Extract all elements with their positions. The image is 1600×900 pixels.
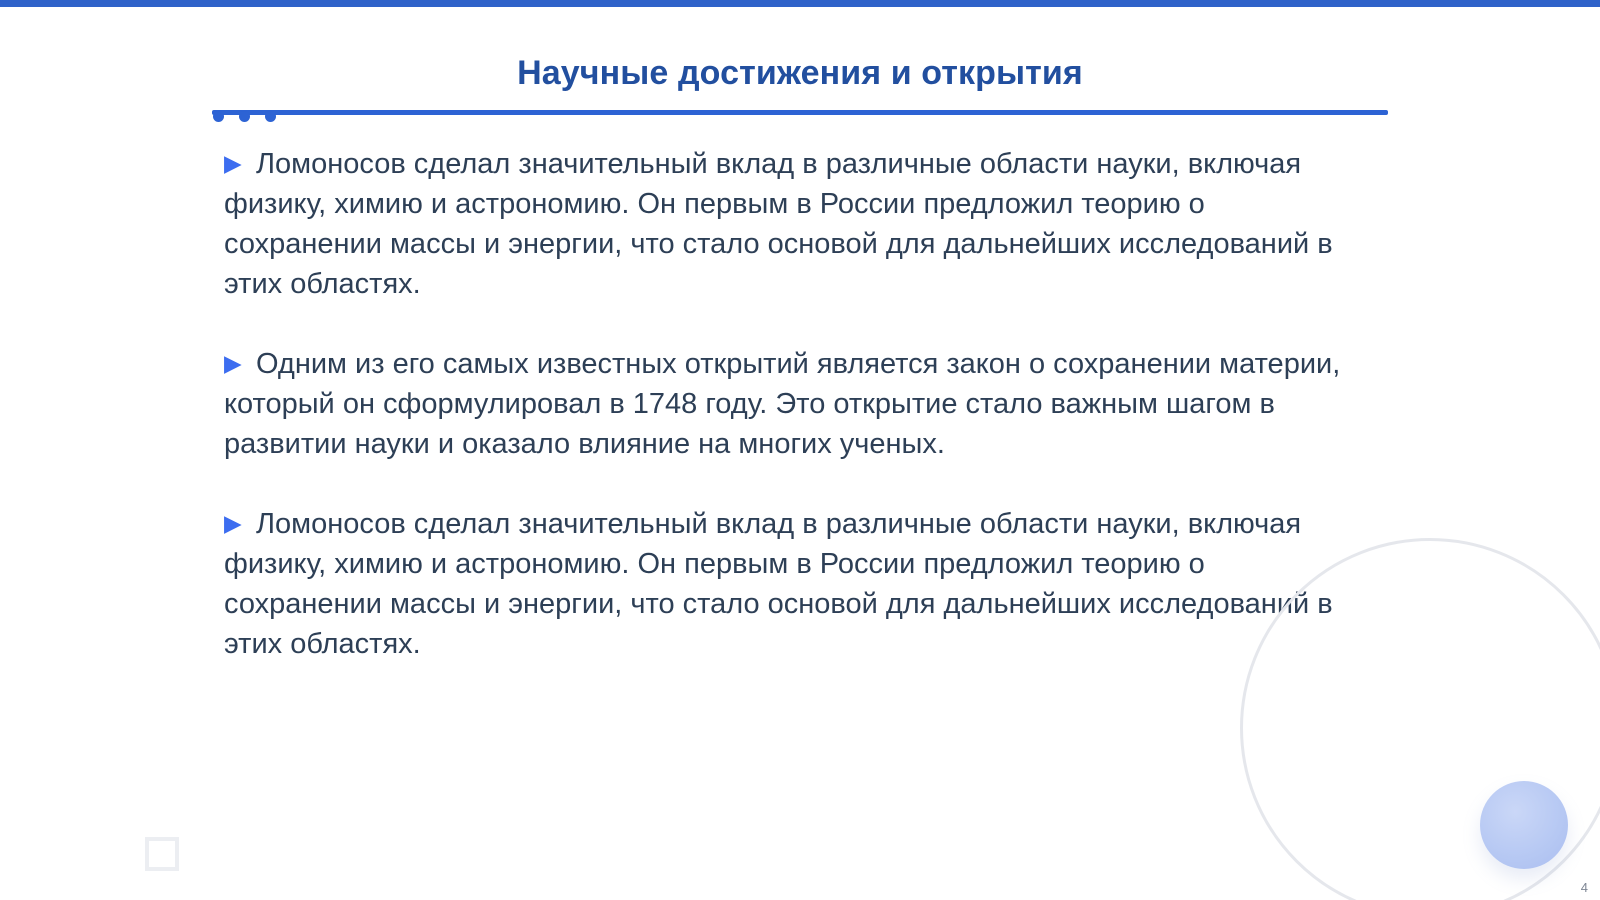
slide-title: Научные достижения и открытия — [517, 54, 1083, 92]
bullet-list — [224, 144, 1364, 704]
bullet-text: Одним из его самых известных открытий является закон о сохранении материи, который он сформулировал в 1748 году. Это открытие стало важным шагом в развитии науки и оказало влияние на многих ученых. — [224, 348, 1341, 460]
bullet-item — [224, 144, 1364, 304]
bullet-item — [224, 344, 1364, 464]
page-number: 4 — [1580, 880, 1588, 895]
decorative-square — [145, 837, 179, 871]
triangle-right-icon: ▶ — [224, 510, 242, 536]
bullet-item — [224, 504, 1364, 664]
triangle-right-icon: ▶ — [224, 350, 242, 376]
underline-dot — [239, 111, 250, 122]
triangle-right-icon: ▶ — [224, 150, 242, 176]
underline-dot — [213, 111, 224, 122]
bullet-text: Ломоносов сделал значительный вклад в различные области науки, включая физику, химию и астрономию. Он первым в России предложил теорию о сохранении массы и энергии, что стало основой для дальнейших исследований в этих областях. — [224, 508, 1333, 660]
decorative-circle-fill — [1480, 781, 1568, 869]
bullet-text: Ломоносов сделал значительный вклад в различные области науки, включая физику, химию и астрономию. Он первым в России предложил теорию о сохранении массы и энергии, что стало основой для дальнейших исследований в этих областях. — [224, 148, 1333, 300]
underline-dot — [265, 111, 276, 122]
title-underline — [212, 110, 1388, 115]
top-accent-bar — [0, 0, 1600, 7]
